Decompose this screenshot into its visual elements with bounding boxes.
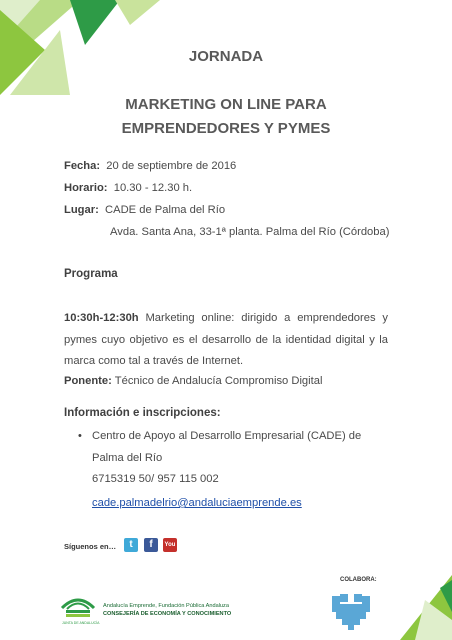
follow-label: Síguenos en… [64, 542, 117, 551]
subtitle-line-1: MARKETING ON LINE PARA [125, 96, 327, 113]
contact-email-link[interactable]: cade.palmadelrio@andaluciaemprende.es [92, 497, 302, 509]
horario-row [64, 182, 192, 194]
facebook-icon[interactable]: f [144, 538, 158, 552]
programa-description [64, 308, 388, 373]
youtube-icon[interactable]: You [163, 538, 177, 552]
contact-phones: 6715319 50/ 957 115 002 [92, 473, 219, 485]
address: Avda. Santa Ana, 33-1ª planta. Palma del Río (Córdoba) [110, 226, 390, 238]
contact-center: Centro de Apoyo al Desarrollo Empresarial (CADE) de Palma del Río [92, 430, 362, 464]
contact-heading: Información e inscripciones: [64, 407, 221, 419]
junta-label: JUNTA DE ANDALUCÍA [62, 621, 100, 625]
programa-heading: Programa [64, 268, 118, 280]
programa-text: Marketing online: dirigido a emprendedores y pymes cuyo objetivo es el desarrollo de la identidad digital y la marca como tal a través de Internet. [64, 312, 388, 367]
org-line-1: Andalucía Emprende, Fundación Pública Andaluza [103, 603, 229, 609]
page-title: JORNADA [188, 48, 264, 65]
ponente-label: Ponente: [64, 375, 112, 387]
subtitle-line-2: EMPRENDEDORES Y PYMES [121, 120, 331, 137]
fecha-row [64, 160, 236, 172]
lugar-label: Lugar: [64, 204, 99, 216]
org-line-2: CONSEJERÍA DE ECONOMÍA Y CONOCIMIENTO [103, 611, 232, 617]
heart-logo-icon [330, 592, 376, 632]
event-subtitle [0, 93, 452, 141]
ponente-row [64, 375, 322, 387]
horario-value: 10.30 - 12.30 h. [113, 182, 193, 194]
programa-time: 10:30h-12:30h [64, 312, 139, 324]
horario-label: Horario: [64, 182, 108, 194]
colabora-label: COLABORA: [340, 577, 377, 583]
junta-andalucia-logo-icon [60, 592, 96, 622]
ponente-value: Técnico de Andalucía Compromiso Digital [114, 375, 323, 387]
bullet-icon: • [78, 430, 82, 442]
lugar-row [64, 204, 225, 216]
twitter-icon[interactable]: t [124, 538, 138, 552]
fecha-label: Fecha: [64, 160, 101, 172]
lugar-value: CADE de Palma del Río [105, 204, 226, 216]
fecha-value: 20 de septiembre de 2016 [106, 160, 237, 172]
